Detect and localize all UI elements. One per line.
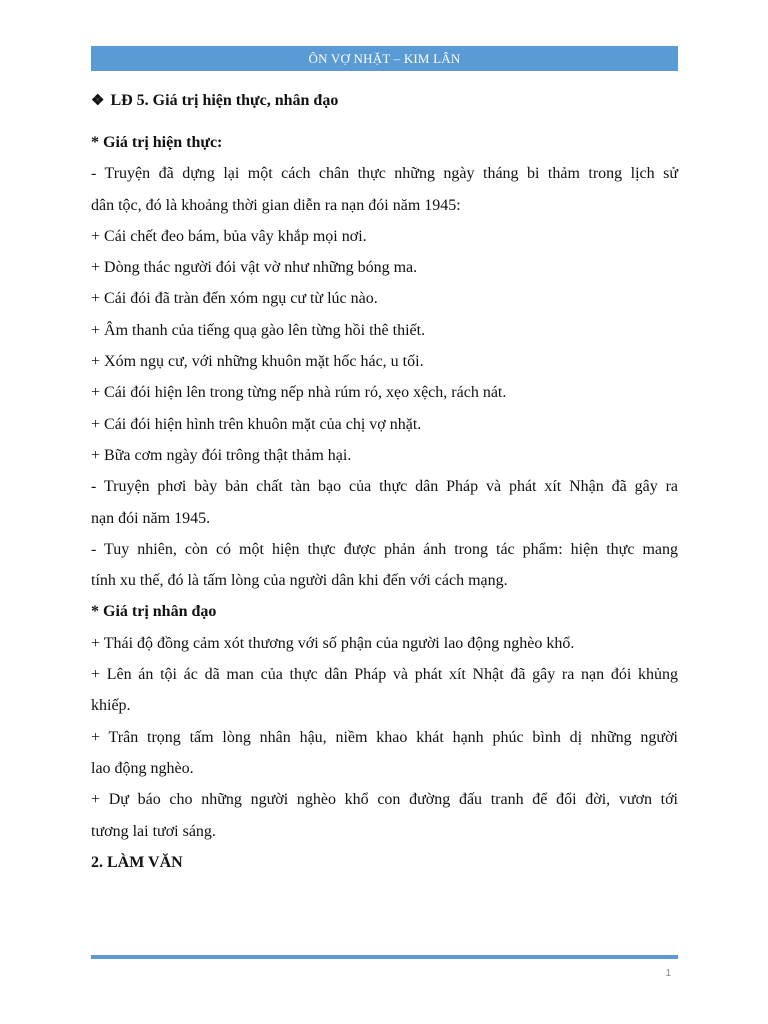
realism-item: + Cái đói hiện hình trên khuôn mặt của chị vợ nhặt.	[91, 415, 422, 433]
header-bar	[91, 46, 678, 71]
section-title	[91, 90, 678, 112]
footer-rule	[91, 955, 678, 959]
realism-item: + Cái chết đeo bám, bủa vây khắp mọi nơi.	[91, 227, 367, 245]
realism-paragraph-1-line-1: - Truyện đã dựng lại một cách chân thực những ngày tháng bi thảm trong lịch sử	[91, 165, 678, 183]
humanism-item-2-line-2: khiếp.	[91, 697, 131, 715]
humanism-item-4-line-1: + Dự báo cho những người nghèo khổ con đường đấu tranh để đổi đời, vươn tới	[91, 791, 678, 809]
realism-paragraph-1-line-2: dân tộc, đó là khoảng thời gian diễn ra nạn đói năm 1945:	[91, 196, 461, 214]
realism-item: + Cái đói đã tràn đến xóm ngụ cư từ lúc nào.	[91, 290, 378, 308]
realism-paragraph-3-line-1: - Tuy nhiên, còn có một hiện thực được phản ánh trong tác phẩm: hiện thực mang	[91, 540, 678, 558]
page-number: 1	[665, 968, 671, 979]
diamond-bullet-icon: ❖	[91, 93, 105, 109]
realism-item: + Âm thanh của tiếng quạ gào lên từng hồi thê thiết.	[91, 321, 426, 339]
humanism-item-4-line-2: tương lai tươi sáng.	[91, 822, 216, 840]
realism-paragraph-3-line-2: tính xu thế, đó là tấm lòng của người dân khi đến với cách mạng.	[91, 572, 508, 590]
humanism-item-3-line-1: + Trân trọng tấm lòng nhân hậu, niềm khao khát hạnh phúc bình dị những người	[91, 728, 678, 746]
realism-item: + Bữa cơm ngày đói trông thật thảm hại.	[91, 446, 352, 464]
realism-item: + Cái đói hiện lên trong từng nếp nhà rúm ró, xẹo xệch, rách nát.	[91, 384, 507, 402]
realism-paragraph-2-line-1: - Truyện phơi bày bản chất tàn bạo của thực dân Pháp và phát xít Nhận đã gây ra	[91, 478, 678, 496]
header-title: ÔN VỢ NHẶT – KIM LÂN	[308, 51, 461, 66]
realism-heading: * Giá trị hiện thực:	[91, 134, 223, 151]
lam-van-heading: 2. LÀM VĂN	[91, 853, 183, 871]
realism-paragraph-2-line-2: nạn đói năm 1945.	[91, 509, 211, 527]
section-title-text: LĐ 5. Giá trị hiện thực, nhân đạo	[110, 92, 339, 109]
realism-item: + Xóm ngụ cư, với những khuôn mặt hốc hác, u tối.	[91, 353, 424, 371]
humanism-item-1: + Thái độ đồng cảm xót thương với số phận của người lao động nghèo khổ.	[91, 634, 575, 652]
humanism-item-2-line-1: + Lên án tội ác dã man của thực dân Pháp và phát xít Nhật đã gây ra nạn đói khủng	[91, 666, 678, 684]
humanism-item-3-line-2: lao động nghèo.	[91, 759, 194, 777]
humanism-heading: * Giá trị nhân đạo	[91, 603, 217, 621]
realism-item: + Dòng thác người đói vật vờ như những bóng ma.	[91, 259, 418, 277]
document-body	[91, 90, 678, 878]
